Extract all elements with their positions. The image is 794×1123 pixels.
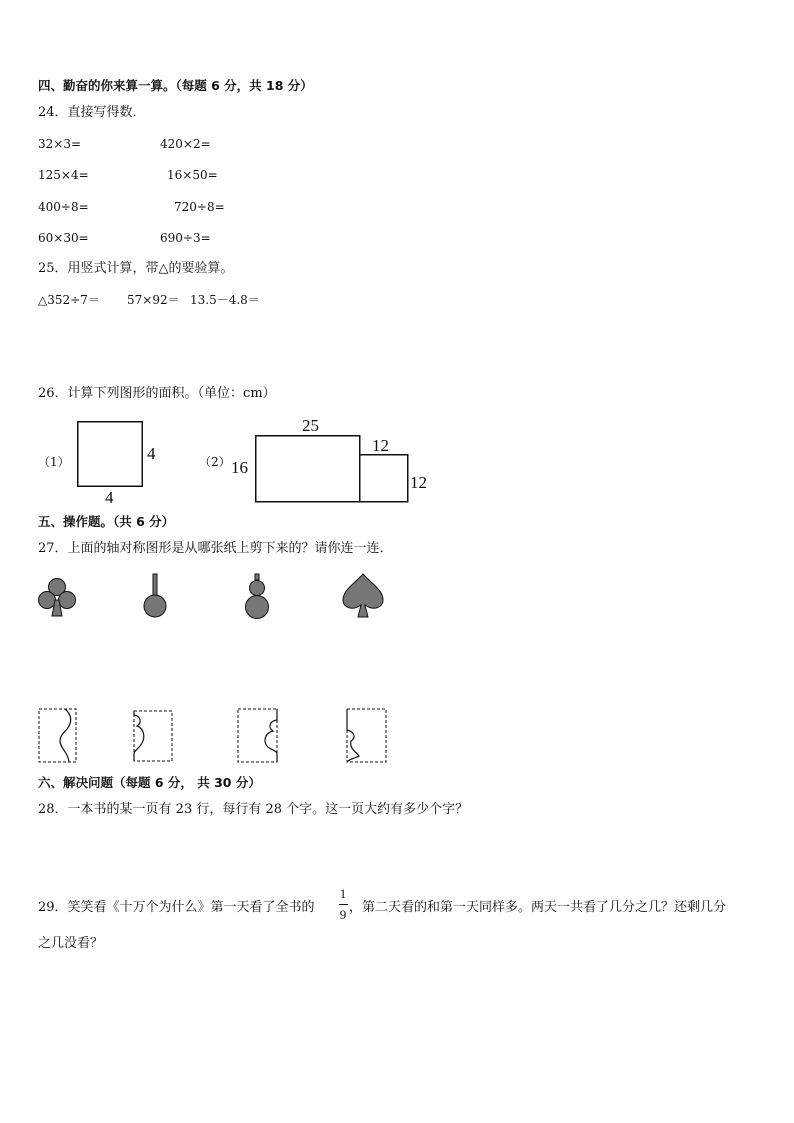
folded-paper-a bbox=[38, 708, 78, 764]
rect-top-label: 25 bbox=[302, 416, 319, 435]
small-rect-right-label: 12 bbox=[410, 473, 427, 492]
q24-item: 420×2= bbox=[160, 137, 211, 151]
q29-text-part1: 29．笑笑看《十万个为什么》第一天看了全书的 bbox=[38, 900, 315, 915]
q24-item: 60×30= bbox=[38, 231, 89, 245]
q25-item: 57×92＝ bbox=[127, 293, 180, 307]
square-bottom-label: 4 bbox=[105, 488, 114, 507]
gourd-shape-icon bbox=[243, 573, 271, 621]
fraction-bar bbox=[339, 904, 348, 905]
q26-prompt: 26．计算下列图形的面积。（单位：cm） bbox=[38, 386, 276, 401]
q24-item: 400÷8= bbox=[38, 200, 89, 214]
figure-2-label: （2） bbox=[199, 455, 231, 469]
fraction-denominator: 9 bbox=[339, 907, 347, 922]
bulb-shape-icon bbox=[142, 573, 168, 621]
square-side-label: 4 bbox=[147, 444, 156, 463]
q24-item: 32×3= bbox=[38, 137, 82, 151]
q28-text: 28．一本书的某一页有 23 行，每行有 28 个字。这一页大约有多少个字？ bbox=[38, 802, 469, 817]
q24-item: 16×50= bbox=[167, 168, 218, 182]
rect-left-label: 16 bbox=[231, 458, 248, 477]
q25-prompt: 25．用竖式计算，带△的要验算。 bbox=[38, 261, 234, 276]
section-6-title: 六、解决问题（每题 6 分， 共 30 分） bbox=[38, 775, 261, 790]
q24-item: 690÷3= bbox=[160, 231, 211, 245]
club-shape-icon bbox=[37, 576, 77, 618]
q25-item: △352÷7＝ bbox=[38, 293, 100, 307]
q25-item: 13.5－4.8＝ bbox=[190, 293, 260, 307]
folded-paper-b bbox=[132, 710, 174, 762]
q24-prompt: 24．直接写得数． bbox=[38, 105, 146, 120]
small-rect-top-label: 12 bbox=[372, 436, 389, 455]
folded-paper-c bbox=[237, 708, 279, 764]
section-5-title: 五、操作题。（共 6 分） bbox=[38, 514, 175, 529]
q27-prompt: 27．上面的轴对称图形是从哪张纸上剪下来的？请你连一连． bbox=[38, 541, 393, 556]
section-4-title: 四、勤奋的你来算一算。（每题 6 分，共 18 分） bbox=[38, 78, 313, 93]
q24-item: 720÷8= bbox=[174, 200, 225, 214]
q24-item: 125×4= bbox=[38, 168, 89, 182]
fraction-numerator: 1 bbox=[339, 886, 347, 901]
q29-text-line2: 之几没看？ bbox=[38, 936, 104, 951]
folded-paper-d bbox=[346, 708, 388, 764]
figure-1-label: （1） bbox=[38, 455, 70, 469]
spade-shape-icon bbox=[340, 572, 386, 620]
square-figure bbox=[77, 421, 143, 487]
q29-text-part2: ，第二天看的和第一天同样多。两天一共看了几分之几？还剩几分 bbox=[349, 900, 727, 915]
